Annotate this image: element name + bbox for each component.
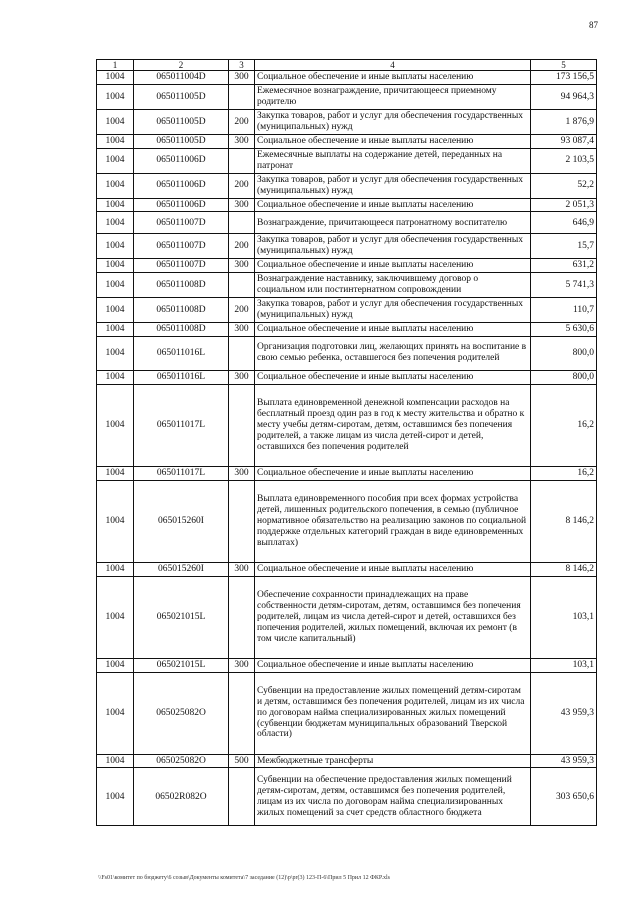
row-description: Социальное обеспечение и иные выплаты населению	[255, 370, 531, 384]
table-row	[97, 173, 597, 198]
row-expense-type	[229, 336, 255, 370]
row-amount: 15,7	[531, 234, 597, 259]
row-section: 1004	[97, 85, 134, 110]
row-section: 1004	[97, 134, 134, 148]
row-expense-type: 300	[229, 370, 255, 384]
row-section: 1004	[97, 466, 134, 480]
row-section: 1004	[97, 576, 134, 658]
row-description: Вознаграждение, причитающееся патронатному воспитателю	[255, 212, 531, 234]
row-description: Закупка товаров, работ и услуг для обеспечения государственных (муниципальных) нужд	[255, 298, 531, 323]
row-description: Закупка товаров, работ и услуг для обеспечения государственных (муниципальных) нужд	[255, 234, 531, 259]
row-expense-type	[229, 212, 255, 234]
row-section: 1004	[97, 259, 134, 273]
row-expense-type	[229, 480, 255, 562]
table-row	[97, 273, 597, 298]
row-expense-type: 500	[229, 754, 255, 768]
row-description: Социальное обеспечение и иные выплаты населению	[255, 562, 531, 576]
row-expense-type: 300	[229, 658, 255, 672]
row-description: Социальное обеспечение и иные выплаты населению	[255, 322, 531, 336]
row-description: Закупка товаров, работ и услуг для обеспечения государственных (муниципальных) нужд	[255, 110, 531, 135]
row-amount: 173 156,5	[531, 71, 597, 85]
row-amount: 43 959,3	[531, 672, 597, 754]
table-body	[97, 71, 597, 826]
row-section: 1004	[97, 212, 134, 234]
table-row	[97, 85, 597, 110]
row-amount: 2 051,3	[531, 198, 597, 212]
row-expense-type: 200	[229, 298, 255, 323]
row-amount: 103,1	[531, 576, 597, 658]
row-amount: 5 741,3	[531, 273, 597, 298]
row-code: 065011005D	[134, 134, 229, 148]
row-section: 1004	[97, 336, 134, 370]
row-section: 1004	[97, 198, 134, 212]
row-section: 1004	[97, 71, 134, 85]
row-expense-type: 300	[229, 466, 255, 480]
table-row	[97, 384, 597, 466]
row-section: 1004	[97, 480, 134, 562]
row-amount: 94 964,3	[531, 85, 597, 110]
row-section: 1004	[97, 672, 134, 754]
row-section: 1004	[97, 173, 134, 198]
row-expense-type: 200	[229, 110, 255, 135]
row-amount: 2 103,5	[531, 148, 597, 173]
table-row	[97, 234, 597, 259]
row-code: 065011017L	[134, 384, 229, 466]
row-description: Выплата единовременного пособия при всех формах устройства детей, лишенных родительского попечения, в семью (публичное нормативное обязательство на реализацию законов по социальной поддержке отдельных категорий граждан в виде единовременных выплатах)	[255, 480, 531, 562]
row-amount: 103,1	[531, 658, 597, 672]
table-row	[97, 466, 597, 480]
row-expense-type: 300	[229, 259, 255, 273]
table-header-row	[97, 60, 597, 71]
row-code: 065011006D	[134, 198, 229, 212]
row-code: 065011016L	[134, 370, 229, 384]
row-expense-type: 200	[229, 173, 255, 198]
row-amount: 800,0	[531, 336, 597, 370]
row-amount: 93 087,4	[531, 134, 597, 148]
header-col-5: 5	[531, 60, 597, 71]
table-row	[97, 110, 597, 135]
row-section: 1004	[97, 562, 134, 576]
row-code: 065015260I	[134, 480, 229, 562]
row-section: 1004	[97, 110, 134, 135]
row-amount: 1 876,9	[531, 110, 597, 135]
row-amount: 52,2	[531, 173, 597, 198]
row-description: Социальное обеспечение и иные выплаты населению	[255, 134, 531, 148]
footer-file-path: \\Fs01\комитет по бюджету\6 созыв\Документы комитета\7 заседание (12)\p\pr(3) 123-П-6\Прил 5 Прил 12 ФКР.xls	[98, 875, 390, 881]
row-description: Субвенции на предоставление жилых помещений детям-сиротам и детям, оставшимся без попечения родителей, лицам из их числа по договорам найма специализированных жилых помещений (субвенции бюджетам муниципальных образований Тверской области)	[255, 672, 531, 754]
row-code: 065011016L	[134, 336, 229, 370]
row-description: Субвенции на обеспечение предоставления жилых помещений детям-сиротам, детям, оставшимся без попечения родителей, лицам из их числа по договорам найма специализированных жилых помещений за счет средств областного бюджета	[255, 768, 531, 826]
row-code: 065011005D	[134, 110, 229, 135]
row-code: 065011007D	[134, 212, 229, 234]
row-section: 1004	[97, 234, 134, 259]
row-expense-type: 300	[229, 71, 255, 85]
table-row	[97, 658, 597, 672]
table-row	[97, 322, 597, 336]
table-row	[97, 198, 597, 212]
table-row	[97, 148, 597, 173]
row-description: Социальное обеспечение и иные выплаты населению	[255, 658, 531, 672]
row-section: 1004	[97, 298, 134, 323]
row-code: 065011008D	[134, 298, 229, 323]
row-section: 1004	[97, 768, 134, 826]
row-section: 1004	[97, 384, 134, 466]
row-amount: 16,2	[531, 466, 597, 480]
row-amount: 5 630,6	[531, 322, 597, 336]
row-description: Обеспечение сохранности принадлежащих на праве собственности детям-сиротам, детям, оставшимся без попечения родителей, лицам из числа детей-сирот и детей, оставшихся без попечения родителей, жилых помещений, включая их ремонт (в том числе капитальный)	[255, 576, 531, 658]
header-col-3: 3	[229, 60, 255, 71]
table-row	[97, 576, 597, 658]
table-row	[97, 298, 597, 323]
budget-table	[96, 59, 597, 826]
table-row	[97, 480, 597, 562]
table-row	[97, 672, 597, 754]
table-row	[97, 71, 597, 85]
row-amount: 8 146,2	[531, 480, 597, 562]
row-expense-type: 300	[229, 562, 255, 576]
row-code: 065011007D	[134, 234, 229, 259]
row-code: 065011008D	[134, 322, 229, 336]
row-expense-type: 300	[229, 322, 255, 336]
row-expense-type	[229, 768, 255, 826]
row-section: 1004	[97, 322, 134, 336]
row-expense-type	[229, 384, 255, 466]
page-number: 87	[589, 20, 598, 30]
table-row	[97, 754, 597, 768]
row-code: 065011008D	[134, 273, 229, 298]
row-expense-type	[229, 273, 255, 298]
row-description: Закупка товаров, работ и услуг для обеспечения государственных (муниципальных) нужд	[255, 173, 531, 198]
row-amount: 646,9	[531, 212, 597, 234]
header-col-4: 4	[255, 60, 531, 71]
row-amount: 16,2	[531, 384, 597, 466]
row-code: 065011017L	[134, 466, 229, 480]
row-section: 1004	[97, 754, 134, 768]
header-col-2: 2	[134, 60, 229, 71]
row-expense-type: 200	[229, 234, 255, 259]
row-amount: 800,0	[531, 370, 597, 384]
row-description: Социальное обеспечение и иные выплаты населению	[255, 259, 531, 273]
row-section: 1004	[97, 370, 134, 384]
table-row	[97, 562, 597, 576]
row-code: 065011004D	[134, 71, 229, 85]
row-code: 065011007D	[134, 259, 229, 273]
row-description: Межбюджетные трансферты	[255, 754, 531, 768]
row-code: 065011006D	[134, 148, 229, 173]
row-description: Выплата единовременной денежной компенсации расходов на бесплатный проезд один раз в год к месту жительства и обратно к месту учебы детям-сиротам, детям, оставшимся без попечения родителей, а также лицам из числа детей-сирот и детей, оставшихся без попечения родителей	[255, 384, 531, 466]
row-amount: 43 959,3	[531, 754, 597, 768]
row-amount: 303 650,6	[531, 768, 597, 826]
table-row	[97, 370, 597, 384]
row-code: 065021015L	[134, 576, 229, 658]
header-col-1: 1	[97, 60, 134, 71]
row-expense-type: 300	[229, 134, 255, 148]
row-section: 1004	[97, 658, 134, 672]
row-description: Социальное обеспечение и иные выплаты населению	[255, 71, 531, 85]
table-row	[97, 134, 597, 148]
row-amount: 110,7	[531, 298, 597, 323]
table-row	[97, 768, 597, 826]
row-expense-type	[229, 85, 255, 110]
row-expense-type	[229, 148, 255, 173]
row-description: Ежемесячные выплаты на содержание детей, переданных на патронат	[255, 148, 531, 173]
table-row	[97, 212, 597, 234]
row-amount: 631,2	[531, 259, 597, 273]
row-code: 065015260I	[134, 562, 229, 576]
row-section: 1004	[97, 273, 134, 298]
row-expense-type	[229, 672, 255, 754]
row-code: 065011006D	[134, 173, 229, 198]
row-code: 065025082O	[134, 754, 229, 768]
row-code: 065025082O	[134, 672, 229, 754]
row-amount: 8 146,2	[531, 562, 597, 576]
row-description: Социальное обеспечение и иные выплаты населению	[255, 198, 531, 212]
table-row	[97, 259, 597, 273]
row-section: 1004	[97, 148, 134, 173]
row-description: Ежемесячное вознаграждение, причитающееся приемному родителю	[255, 85, 531, 110]
row-code: 065021015L	[134, 658, 229, 672]
row-description: Организация подготовки лиц, желающих принять на воспитание в свою семью ребенка, оставшегося без попечения родителей	[255, 336, 531, 370]
table-row	[97, 336, 597, 370]
row-description: Социальное обеспечение и иные выплаты населению	[255, 466, 531, 480]
row-description: Вознаграждение наставнику, заключившему договор о социальном или постинтернатном сопровождении	[255, 273, 531, 298]
row-code: 065011005D	[134, 85, 229, 110]
row-expense-type	[229, 576, 255, 658]
row-code: 06502R082O	[134, 768, 229, 826]
row-expense-type: 300	[229, 198, 255, 212]
